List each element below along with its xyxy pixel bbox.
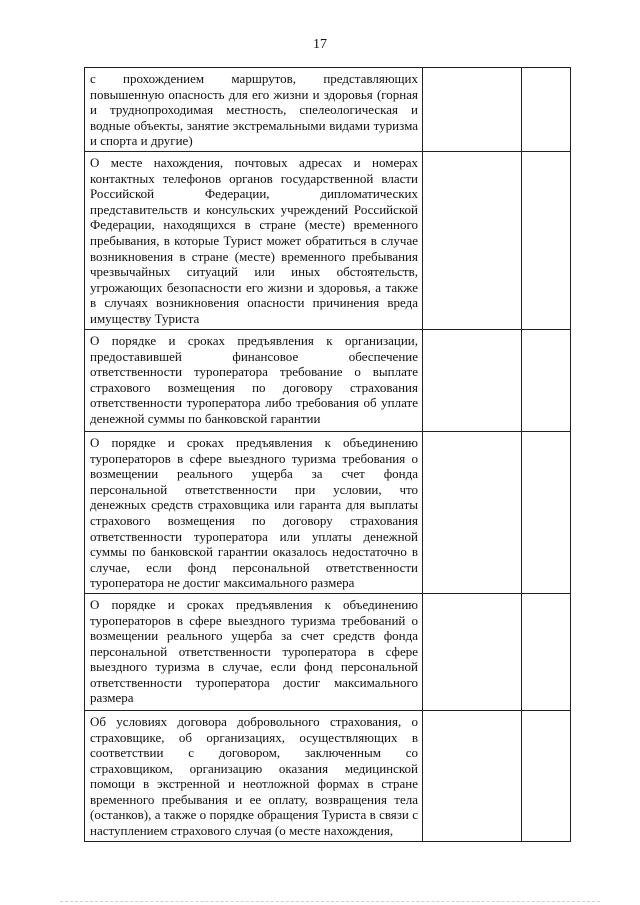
row-column-b-cell — [522, 329, 571, 431]
row-column-a-cell — [423, 710, 522, 841]
row-column-b-cell — [522, 68, 571, 152]
table-row — [85, 431, 571, 593]
table-row — [85, 593, 571, 710]
row-text-cell — [85, 431, 423, 593]
row-text: Об условиях договора добровольного страхования, о страховщике, об организациях, осуществляющих в соответствии с договором, заключенным со страховщиком, организацию оказания медицинской помощи в экстренной и неотложной формах в стране временного пребывания и ее оплату, возвращения тела (останков), а также о порядке обращения Туриста в связи с наступлением страхового случая (о месте нахождения, — [90, 713, 418, 839]
row-text-cell — [85, 710, 423, 841]
table-row — [85, 329, 571, 431]
row-column-b-cell — [522, 593, 571, 710]
row-column-b-cell — [522, 151, 571, 329]
row-text: О порядке и сроках предъявления к объединению туроператоров в сфере выездного туризма требования о возмещении реального ущерба за счет фонда персональной ответственности при условии, что денежных средств страховщика или гаранта для выплаты страхового возмещения по договору страхования ответственности туроператора или уплаты денежной суммы по банковской гарантии оказалось недостаточно в случае, если фонд персональной ответственности туроператора не достиг максимального размера — [90, 434, 418, 591]
row-column-b-cell — [522, 710, 571, 841]
row-text: с прохождением маршрутов, представляющих повышенную опасность для его жизни и здоровья (горная и труднопроходимая местность, спелеологическая и водные объекты, занятие экстремальными видами туризма и спорта и другие) — [90, 71, 418, 149]
page-number: 17 — [313, 37, 327, 52]
info-table — [84, 67, 571, 842]
row-text-cell — [85, 68, 423, 152]
row-column-b-cell — [522, 431, 571, 593]
table-row — [85, 151, 571, 329]
row-text: О порядке и сроках предъявления к организации, предоставившей финансовое обеспечение ответственности туроператора требование о выплате страхового возмещения по договору страхования ответственности туроператора либо требования об уплате денежной суммы по банковской гарантии — [90, 332, 418, 426]
row-text: О месте нахождения, почтовых адресах и номерах контактных телефонов органов государственной власти Российской Федерации, дипломатических представительств и консульских учреждений Российской Федерации, находящихся в стране (месте) временного пребывания, в которые Турист может обратиться в случае возникновения в стране (месте) временного пребывания чрезвычайных ситуаций или иных обстоятельств, угрожающих безопасности его жизни и здоровья, а также в случаях возникновения опасности причинения вреда имуществу Туриста — [90, 154, 418, 326]
table-row — [85, 68, 571, 152]
scan-edge-line — [60, 901, 600, 902]
row-text-cell — [85, 151, 423, 329]
row-text: О порядке и сроках предъявления к объединению туроператоров в сфере выездного туризма требований о возмещении реального ущерба за счет средств фонда персональной ответственности туроператора в сфере выездного туризма в случае, если фонд персональной ответственности туроператора достиг максимального размера — [90, 596, 418, 706]
row-text-cell — [85, 329, 423, 431]
table-row — [85, 710, 571, 841]
row-text-cell — [85, 593, 423, 710]
row-column-a-cell — [423, 431, 522, 593]
row-column-a-cell — [423, 68, 522, 152]
row-column-a-cell — [423, 593, 522, 710]
row-column-a-cell — [423, 151, 522, 329]
row-column-a-cell — [423, 329, 522, 431]
